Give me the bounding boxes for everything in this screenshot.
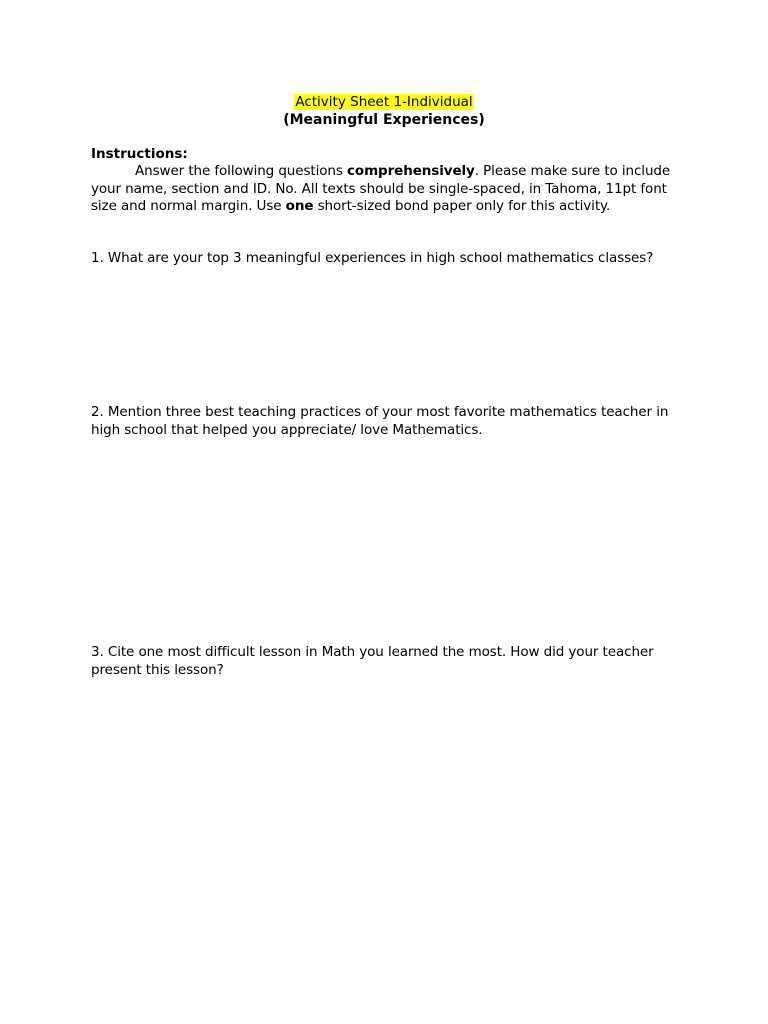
instructions-paragraph xyxy=(91,163,671,216)
question-3: 3. Cite one most difficult lesson in Math you learned the most. How did your teacher present this lesson? xyxy=(91,644,654,678)
instructions-text-1: Answer the following questions xyxy=(135,163,347,179)
instructions-text-2: . Please make sure to include your name, section and ID. No. All texts should be single-spaced, in Tahoma, 11pt font size and normal margin. Use xyxy=(91,163,671,214)
question-2: 2. Mention three best teaching practices of your most favorite mathematics teacher in high school that helped you appreciate/ love Mathematics. xyxy=(91,404,669,438)
activity-title: Activity Sheet 1-Individual xyxy=(295,94,473,110)
instructions-label: Instructions: xyxy=(91,146,188,162)
instructions-text-3: short-sized bond paper only for this activity. xyxy=(313,198,611,214)
instructions-bold-2: one xyxy=(285,198,314,214)
title-line xyxy=(0,93,768,111)
question-1: 1. What are your top 3 meaningful experiences in high school mathematics classes? xyxy=(91,250,654,266)
instructions-bold-1: comprehensively xyxy=(347,163,475,179)
activity-subtitle: (Meaningful Experiences) xyxy=(283,112,485,128)
